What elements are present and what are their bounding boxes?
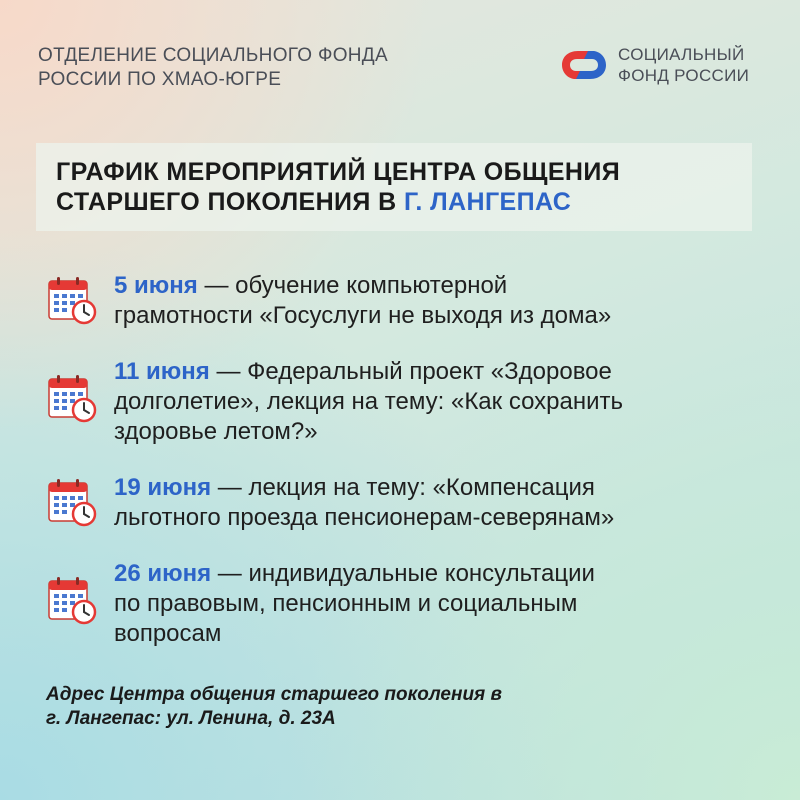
- event-text: [114, 357, 623, 447]
- social-fund-logo: [558, 44, 749, 86]
- address-line-1: Адрес Центра общения старшего поколения в: [46, 684, 502, 705]
- calendar-clock-icon: [46, 273, 98, 325]
- event-desc-line: — лекция на тему: «Компенсация: [217, 474, 595, 501]
- event-desc-line: льготного проезда пенсионерам-северянам»: [114, 504, 615, 531]
- title-panel: [36, 143, 752, 231]
- organization-name: [38, 44, 388, 92]
- event-item: [46, 357, 766, 447]
- event-item: [46, 473, 766, 533]
- event-text: [114, 271, 611, 331]
- title-line-2-prefix: СТАРШЕГО ПОКОЛЕНИЯ В: [56, 188, 404, 216]
- event-desc-line: долголетие», лекция на тему: «Как сохранить: [114, 388, 624, 415]
- calendar-clock-icon: [46, 475, 98, 527]
- event-desc-line: вопросам: [114, 620, 222, 647]
- event-date: 5 июня: [114, 272, 198, 299]
- title-line-2: [56, 187, 620, 217]
- logo-line-2: ФОНД РОССИИ: [618, 66, 750, 85]
- address-note: [46, 683, 502, 731]
- social-fund-logo-icon: [558, 45, 610, 85]
- logo-line-1: СОЦИАЛЬНЫЙ: [618, 45, 745, 64]
- event-date: 19 июня: [114, 474, 212, 501]
- logo-text: [618, 44, 749, 86]
- event-desc-line: — Федеральный проект «Здоровое: [216, 358, 612, 385]
- title-line-1: ГРАФИК МЕРОПРИЯТИЙ ЦЕНТРА ОБЩЕНИЯ: [56, 158, 621, 186]
- event-desc-line: грамотности «Госуслуги не выходя из дома»: [114, 302, 612, 329]
- event-desc-line: здоровье летом?»: [114, 418, 318, 445]
- event-date: 11 июня: [114, 358, 210, 385]
- event-text: [114, 473, 614, 533]
- event-date: 26 июня: [114, 560, 212, 587]
- org-line-2: РОССИИ ПО ХМАО-ЮГРЕ: [38, 69, 282, 90]
- page-title: [56, 157, 620, 217]
- title-city: Г. ЛАНГЕПАС: [403, 188, 572, 216]
- calendar-clock-icon: [46, 371, 98, 423]
- event-desc-line: по правовым, пенсионным и социальным: [114, 590, 578, 617]
- calendar-clock-icon: [46, 573, 98, 625]
- event-item: [46, 559, 766, 649]
- org-line-1: ОТДЕЛЕНИЕ СОЦИАЛЬНОГО ФОНДА: [38, 45, 388, 66]
- event-text: [114, 559, 595, 649]
- address-line-2: г. Лангепас: ул. Ленина, д. 23А: [46, 708, 336, 729]
- event-desc-line: — индивидуальные консультации: [217, 560, 595, 587]
- event-item: [46, 271, 766, 331]
- event-desc-line: — обучение компьютерной: [204, 272, 508, 299]
